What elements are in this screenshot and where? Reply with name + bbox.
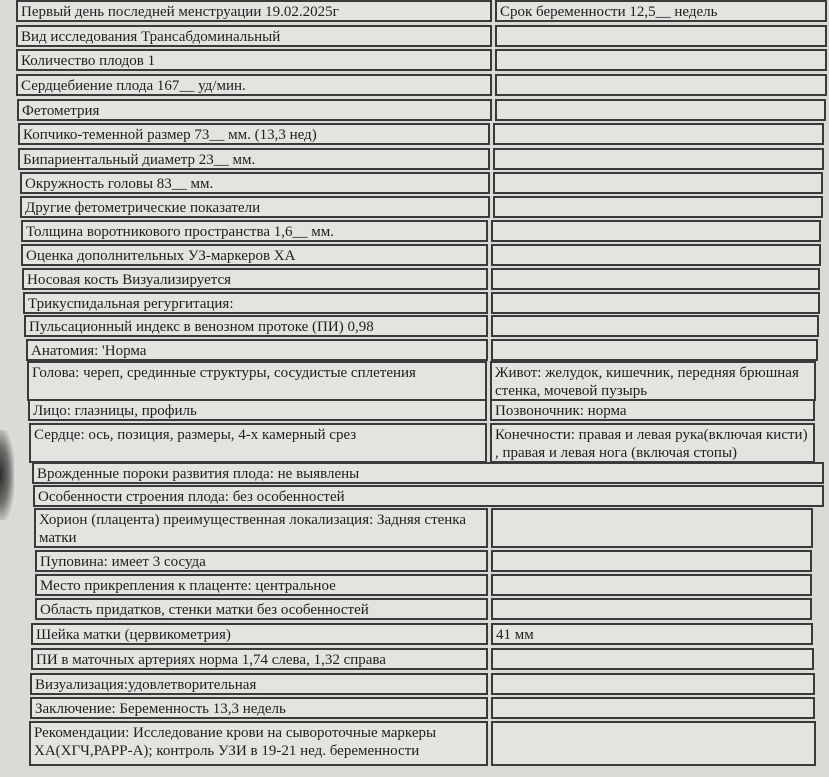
form-row-value <box>493 172 823 194</box>
form-row-field: Область придатков, стенки матки без особенностей <box>35 598 488 620</box>
form-row-value: Живот: желудок, кишечник, передняя брюшная стенка, мочевой пузырь <box>490 361 816 401</box>
form-row-field: Сердце: ось, позиция, размеры, 4-х камерный срез <box>29 423 487 463</box>
form-row-field: Другие фетометрические показатели <box>20 196 490 218</box>
form-row-field: Врожденные пороки развития плода: не выявлены <box>32 462 824 484</box>
form-row <box>26 339 818 361</box>
form-row-value <box>491 550 812 572</box>
form-row-value <box>493 196 823 218</box>
form-row <box>28 399 815 421</box>
form-row <box>24 315 819 337</box>
form-row <box>20 196 823 218</box>
form-row-value: Срок беременности 12,5__ недель <box>495 0 827 22</box>
form-row <box>29 423 815 463</box>
form-row-value <box>491 598 812 620</box>
form-row <box>35 550 812 572</box>
form-row-value <box>495 49 827 71</box>
form-row-field: Вид исследования Трансабдоминальный <box>16 25 492 47</box>
form-row <box>17 99 826 121</box>
form-row-value <box>495 25 827 47</box>
form-row <box>34 508 813 548</box>
form-row <box>20 172 823 194</box>
form-row <box>22 268 820 290</box>
form-row <box>16 0 827 22</box>
form-row <box>31 648 814 670</box>
form-row <box>31 623 813 645</box>
form-row-value <box>491 648 814 670</box>
form-row-value <box>491 697 815 719</box>
form-row <box>18 123 824 145</box>
form-row-field: Копчико-теменной размер 73__ мм. (13,3 нед) <box>18 123 490 145</box>
form-row-value <box>491 574 812 596</box>
form-row <box>35 598 812 620</box>
form-row-value <box>495 74 827 96</box>
form-row-value <box>493 123 824 145</box>
form-row-field: Особенности строения плода: без особенностей <box>33 485 824 507</box>
form-row-field: Место прикрепления к плаценте: центральное <box>35 574 488 596</box>
form-row-value: Конечности: правая и левая рука(включая кисти) , правая и левая нога (включая стопы) <box>490 423 815 463</box>
form-row-value <box>491 220 821 242</box>
form-row <box>35 574 812 596</box>
form-row-field: Количество плодов 1 <box>16 49 492 71</box>
form-row <box>21 244 821 266</box>
form-row <box>16 74 827 96</box>
form-row-field: Трикуспидальная регургитация: <box>23 292 488 314</box>
form-row-field: Анатомия: 'Норма <box>26 339 488 361</box>
form-row <box>30 697 815 719</box>
form-row-field: Шейка матки (цервикометрия) <box>31 623 488 645</box>
form-row-field: Фетометрия <box>17 99 492 121</box>
form-row <box>29 721 816 766</box>
form-row-value <box>491 673 815 695</box>
form-row-field: Сердцебиение плода 167__ уд/мин. <box>16 74 492 96</box>
form-row-field: Визуализация:удовлетворительная <box>30 673 488 695</box>
form-row-field: Пульсационный индекс в венозном протоке (ПИ) 0,98 <box>24 315 488 337</box>
form-row-field: ПИ в маточных артериях норма 1,74 слева, 1,32 справа <box>31 648 488 670</box>
form-row-field: Голова: череп, срединные структуры, сосудистые сплетения <box>27 361 487 401</box>
form-row <box>16 49 827 71</box>
form-row <box>16 25 827 47</box>
form-row-value <box>491 721 816 766</box>
form-row-field: Бипариентальный диаметр 23__ мм. <box>18 148 490 170</box>
form-row-field: Окружность головы 83__ мм. <box>20 172 490 194</box>
form-row-value <box>493 148 824 170</box>
form-row <box>18 148 824 170</box>
form-row-value <box>491 292 820 314</box>
form-row-field: Рекомендации: Исследование крови на сывороточные маркеры ХА(ХГЧ,РАРР-А); контроль УЗИ в 19-21 нед. беременности <box>29 721 488 766</box>
form-row <box>32 462 824 484</box>
form-row-field: Толщина воротникового пространства 1,6__ мм. <box>21 220 488 242</box>
form-row-value <box>491 268 820 290</box>
form-row-value: Позвоночник: норма <box>490 399 815 421</box>
form-row-field: Лицо: глазницы, профиль <box>28 399 487 421</box>
form-row <box>21 220 821 242</box>
form-row <box>23 292 820 314</box>
form-row-value <box>495 99 826 121</box>
form-row-field: Хорион (плацента) преимущественная локализация: Задняя стенка матки <box>34 508 488 548</box>
form-row-field: Заключение: Беременность 13,3 недель <box>30 697 488 719</box>
form-row <box>33 485 824 507</box>
form-row-value <box>491 339 818 361</box>
form-row-field: Носовая кость Визуализируется <box>22 268 488 290</box>
page-edge-shadow <box>0 430 14 520</box>
form-row-field: Пуповина: имеет 3 сосуда <box>35 550 488 572</box>
form-row-value <box>491 244 821 266</box>
form-row-value: 41 мм <box>491 623 813 645</box>
form-row-value <box>491 315 819 337</box>
form-row <box>30 673 815 695</box>
form-row <box>27 361 816 401</box>
form-row-value <box>491 508 813 548</box>
form-row-field: Первый день последней менструации 19.02.2025г <box>16 0 492 22</box>
form-row-field: Оценка дополнительных УЗ-маркеров ХА <box>21 244 488 266</box>
